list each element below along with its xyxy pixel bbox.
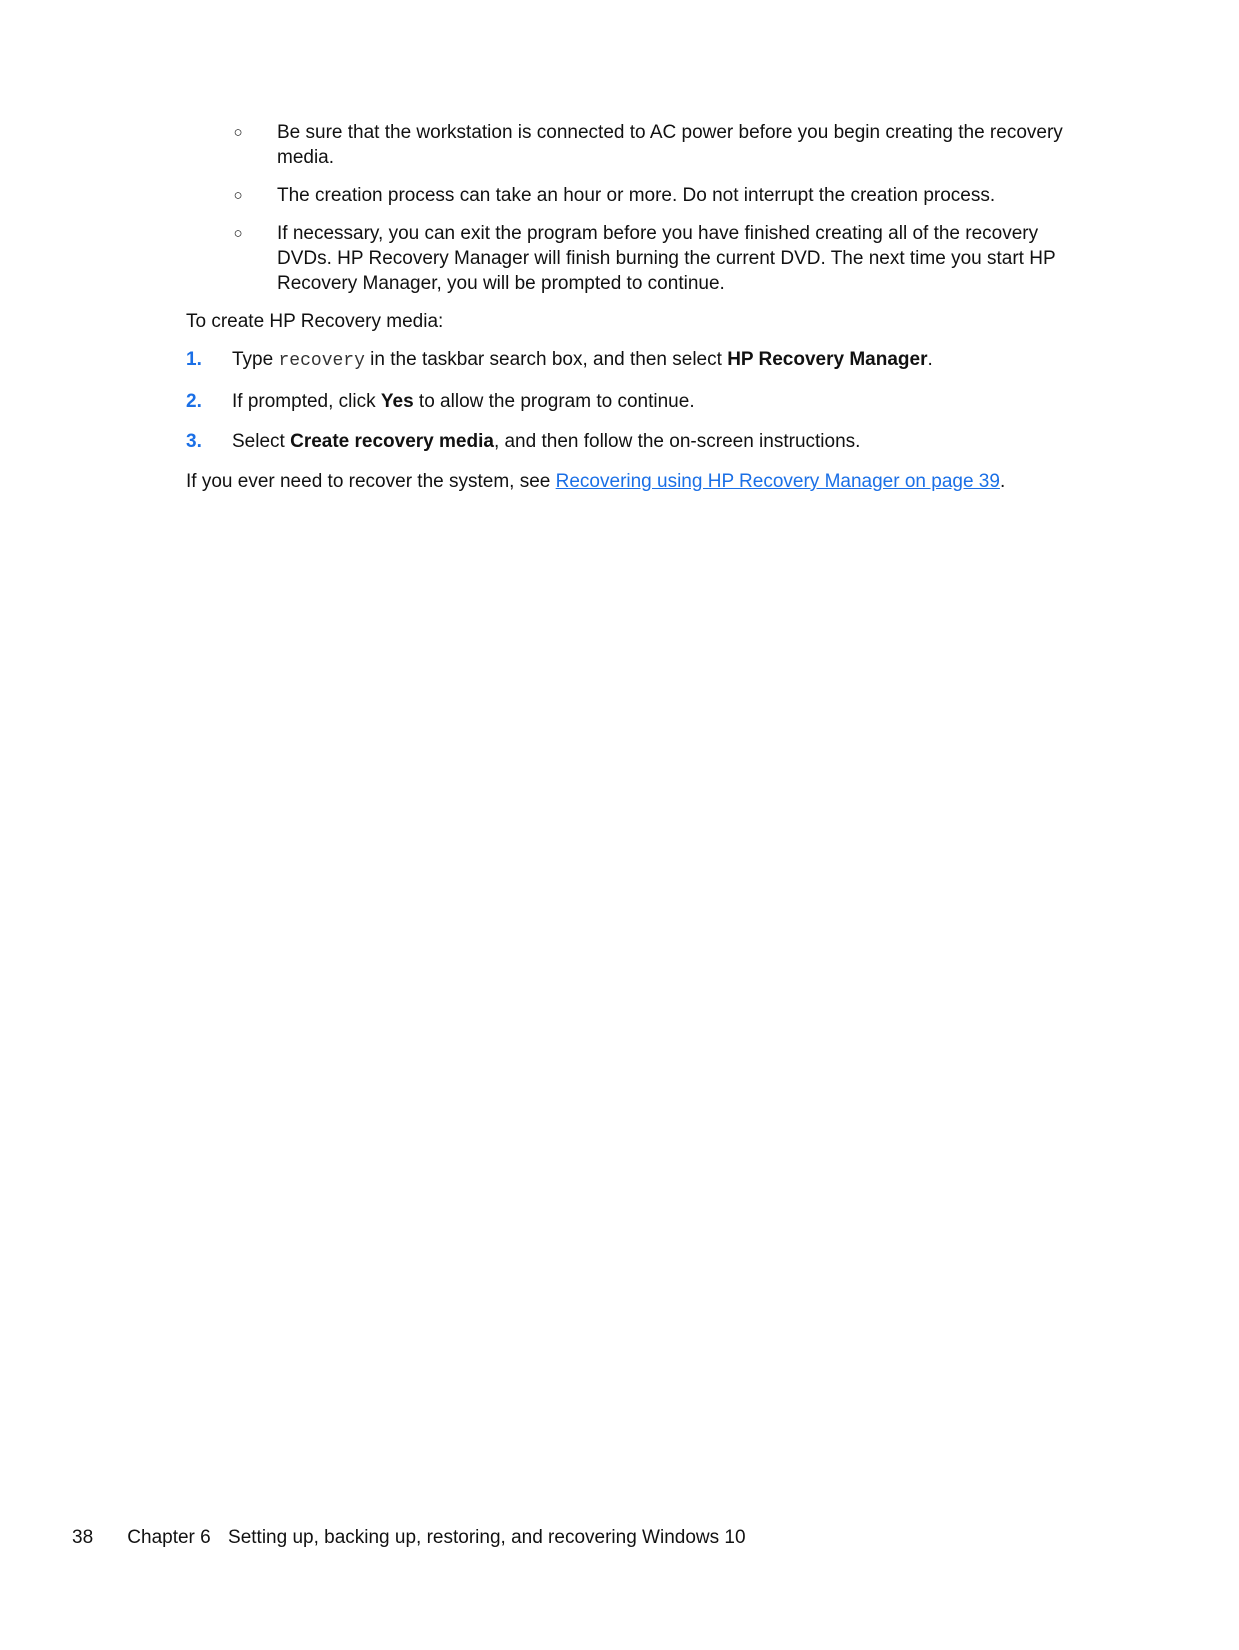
list-item	[186, 221, 1086, 296]
step-text-after: .	[927, 349, 933, 370]
chapter-label: Chapter 6	[127, 1527, 211, 1548]
intro-paragraph: To create HP Recovery media:	[186, 311, 444, 332]
step-bold-term: Yes	[380, 391, 414, 412]
bullet-text: The creation process can take an hour or more. Do not interrupt the creation process.	[277, 185, 996, 206]
step-bold-term: Create recovery media	[290, 431, 494, 452]
prerequisite-list	[186, 120, 1086, 296]
list-item	[186, 183, 1086, 208]
step-number: 1.	[186, 349, 202, 370]
page-footer	[72, 1525, 746, 1550]
circle-bullet-icon: ○	[233, 124, 243, 141]
page-number: 38	[72, 1527, 94, 1548]
circle-bullet-icon: ○	[233, 187, 243, 204]
circle-bullet-icon: ○	[233, 225, 243, 242]
command-code: recovery	[278, 351, 365, 371]
closing-paragraph	[186, 469, 1086, 494]
step-text-before: Select	[232, 431, 291, 452]
step-number: 2.	[186, 391, 202, 412]
recovery-manager-link[interactable]: Recovering using HP Recovery Manager on page 39	[555, 471, 1000, 492]
step-text-before: Type	[232, 349, 279, 370]
closing-text-before: If you ever need to recover the system, see	[186, 471, 556, 492]
document-body	[186, 120, 1086, 507]
closing-text-after: .	[999, 471, 1006, 492]
step-text-before: If prompted, click	[232, 391, 381, 412]
bullet-text: If necessary, you can exit the program before you have finished creating all of the recovery DVDs. HP Recovery Manager will finish burning the current DVD. The next time you start HP Recovery Manager, you will be prompted to continue.	[277, 223, 1056, 294]
step-2	[186, 389, 1086, 414]
list-item	[186, 120, 1086, 170]
step-number: 3.	[186, 431, 202, 452]
step-1	[186, 347, 1086, 374]
step-text-after: to allow the program to continue.	[413, 391, 695, 412]
steps-list	[186, 347, 1086, 454]
bullet-text: Be sure that the workstation is connected to AC power before you begin creating the recovery media.	[277, 122, 1063, 168]
step-bold-term: HP Recovery Manager	[727, 349, 928, 370]
step-3	[186, 429, 1086, 454]
chapter-title: Setting up, backing up, restoring, and recovering Windows 10	[228, 1527, 746, 1548]
step-text-after: , and then follow the on-screen instructions.	[493, 431, 861, 452]
step-text-middle: in the taskbar search box, and then select	[364, 349, 728, 370]
